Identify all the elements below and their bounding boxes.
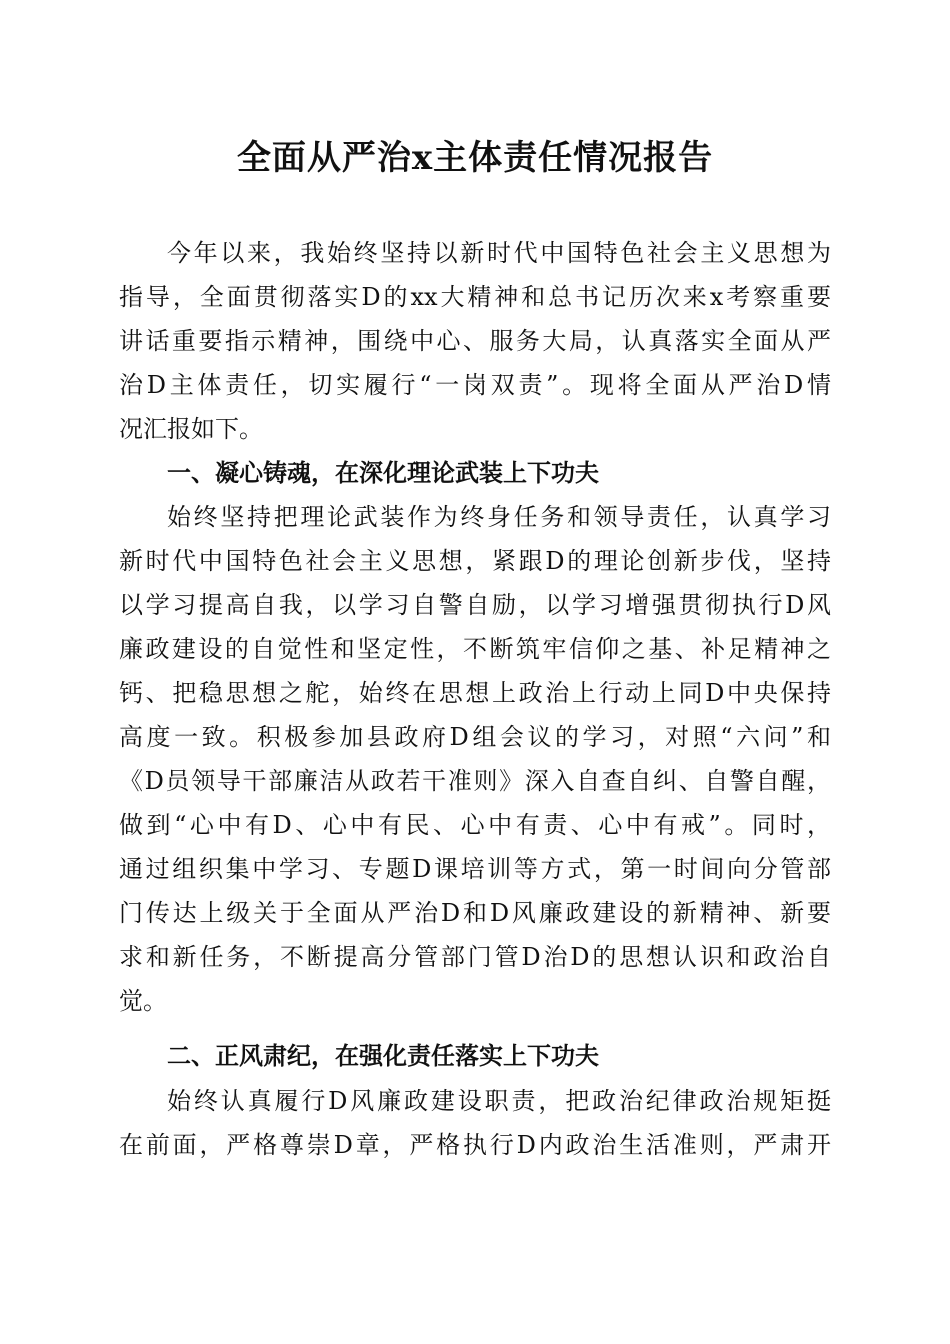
section-1-line-10: 门传达上级关于全面从严治D和D风廉政建设的新精神、新要 bbox=[119, 899, 831, 927]
intro-line-1: 今年以来，我始终坚持以新时代中国特色社会主义思想为 bbox=[167, 239, 831, 267]
section-1-line-8: 做到“心中有D、心中有民、心中有责、心中有戒”。同时， bbox=[119, 811, 831, 839]
section-2-heading: 二、正风肃纪，在强化责任落实上下功夫 bbox=[167, 1042, 599, 1070]
section-1-line-6: 高度一致。积极参加县政府D组会议的学习，对照“六问”和 bbox=[119, 723, 831, 751]
section-1-line-4: 廉政建设的自觉性和坚定性，不断筑牢信仰之基、补足精神之 bbox=[119, 635, 831, 663]
section-1-line-5: 钙、把稳思想之舵，始终在思想上政治上行动上同D中央保持 bbox=[119, 679, 831, 707]
section-1-line-12: 觉。 bbox=[119, 987, 167, 1015]
section-1-line-3: 以学习提高自我，以学习自警自励，以学习增强贯彻执行D风 bbox=[119, 591, 831, 619]
intro-line-5: 况汇报如下。 bbox=[119, 415, 263, 443]
section-2-line-1: 始终认真履行D风廉政建设职责，把政治纪律政治规矩挺 bbox=[167, 1087, 831, 1115]
section-1-line-7: 《D员领导干部廉洁从政若干准则》深入自查自纠、自警自醒， bbox=[119, 767, 831, 795]
section-1-heading: 一、凝心铸魂，在深化理论武装上下功夫 bbox=[167, 459, 599, 487]
intro-line-3: 讲话重要指示精神，围绕中心、服务大局，认真落实全面从严 bbox=[119, 327, 831, 355]
section-1-line-1: 始终坚持把理论武装作为终身任务和领导责任，认真学习 bbox=[167, 503, 831, 531]
intro-line-2: 指导，全面贯彻落实D的xx大精神和总书记历次来x考察重要 bbox=[119, 283, 831, 311]
section-1-line-2: 新时代中国特色社会主义思想，紧跟D的理论创新步伐，坚持 bbox=[119, 547, 831, 575]
intro-line-4: 治D主体责任，切实履行“一岗双责”。现将全面从严治D情 bbox=[119, 371, 831, 399]
section-2-line-2: 在前面，严格尊崇D章，严格执行D内政治生活准则，严肃开 bbox=[119, 1131, 831, 1159]
section-1-line-9: 通过组织集中学习、专题D课培训等方式，第一时间向分管部 bbox=[119, 855, 831, 883]
section-1-line-11: 求和新任务，不断提高分管部门管D治D的思想认识和政治自 bbox=[119, 943, 831, 971]
document-title: 全面从严治x主体责任情况报告 bbox=[236, 138, 714, 178]
